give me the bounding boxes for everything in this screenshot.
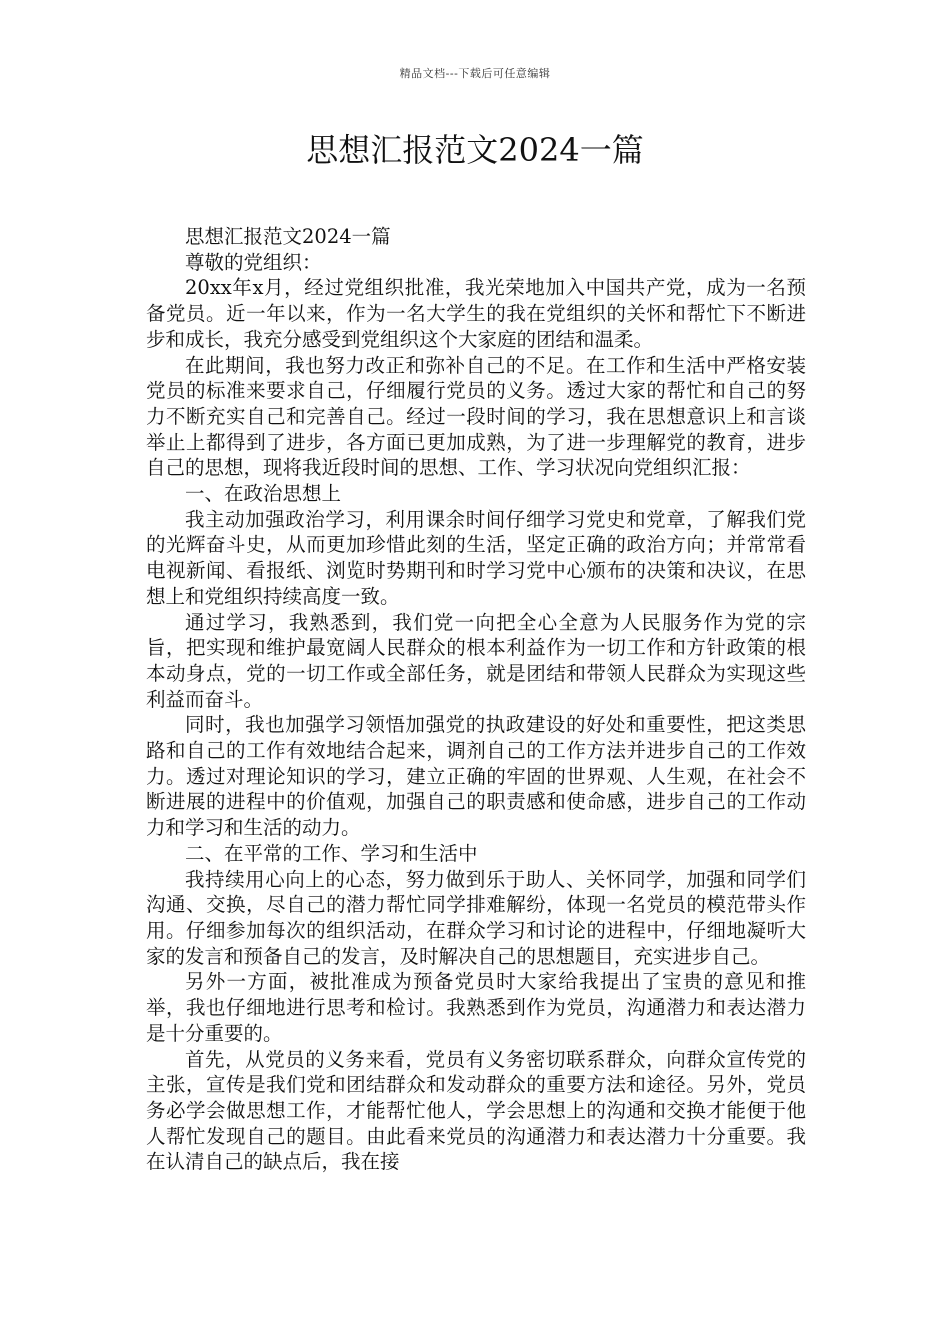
paragraph: 在此期间，我也努力改正和弥补自己的不足。在工作和生活中严格安装党员的标准来要求自己，仔细履行党员的义务。透过大家的帮忙和自己的努力不断充实自己和完善自己。经过一段时间的学习，我在思想意识上和言谈举止上都得到了进步，各方面已更加成熟，为了进一步理解党的教育，进步自己的思想，现将我近段时间的思想、工作、学习状况向党组织汇报：	[146, 353, 806, 480]
section-heading: 一、在政治思想上	[185, 482, 342, 506]
paragraph: 我主动加强政治学习，利用课余时间仔细学习党史和党章，了解我们党的光辉奋斗史，从而更加珍惜此刻的生活，坚定正确的政治方向；并常常看电视新闻、看报纸、浏览时势期刊和时学习党中心颁布的决策和决议，在思想上和党组织持续高度一致。	[146, 507, 806, 608]
section-heading: 二、在平常的工作、学习和生活中	[185, 841, 478, 865]
document-body	[146, 224, 806, 1175]
paragraph: 另外一方面，被批准成为预备党员时大家给我提出了宝贵的意见和推举，我也仔细地进行思考和检讨。我熟悉到作为党员，沟通潜力和表达潜力是十分重要的。	[146, 970, 806, 1045]
paragraph-salutation: 尊敬的党组织：	[185, 250, 322, 274]
header-note: 精品文档---下载后可任意编辑	[399, 67, 551, 80]
document-title: 思想汇报范文2024一篇	[306, 131, 644, 169]
paragraph: 通过学习，我熟悉到，我们党一向把全心全意为人民服务作为党的宗旨，把实现和维护最宽阔人民群众的根本利益作为一切工作和方针政策的根本动身点，党的一切工作或全部任务，就是团结和带领人民群众为实现这些利益而奋斗。	[146, 610, 806, 711]
paragraph-subtitle: 思想汇报范文2024一篇	[185, 225, 391, 248]
paragraph: 20xx年x月，经过党组织批准，我光荣地加入中国共产党，成为一名预备党员。近一年以来，作为一名大学生的我在党组织的关怀和帮忙下不断进步和成长，我充分感受到党组织这个大家庭的团结和温柔。	[146, 276, 806, 351]
paragraph: 首先，从党员的义务来看，党员有义务密切联系群众，向群众宣传党的主张，宣传是我们党和团结群众和发动群众的重要方法和途径。另外，党员务必学会做思想工作，才能帮忙他人，学会思想上的沟通和交换才能便于他人帮忙发现自己的题目。由此看来党员的沟通潜力和表达潜力十分重要。我在认清自己的缺点后，我在接	[146, 1047, 806, 1174]
paragraph: 我持续用心向上的心态，努力做到乐于助人、关怀同学，加强和同学们沟通、交换，尽自己的潜力帮忙同学排难解纷，体现一名党员的模范带头作用。仔细参加每次的组织活动，在群众学习和讨论的进程中，仔细地凝听大家的发言和预备自己的发言，及时解决自己的思想题目，充实进步自己。	[146, 867, 806, 968]
paragraph: 同时，我也加强学习领悟加强党的执政建设的好处和重要性，把这类思路和自己的工作有效地结合起来，调剂自己的工作方法并进步自己的工作效力。透过对理论知识的学习，建立正确的牢固的世界观、人生观，在社会不断进展的进程中的价值观，加强自己的职责感和使命感，进步自己的工作动力和学习和生活的动力。	[146, 713, 806, 840]
